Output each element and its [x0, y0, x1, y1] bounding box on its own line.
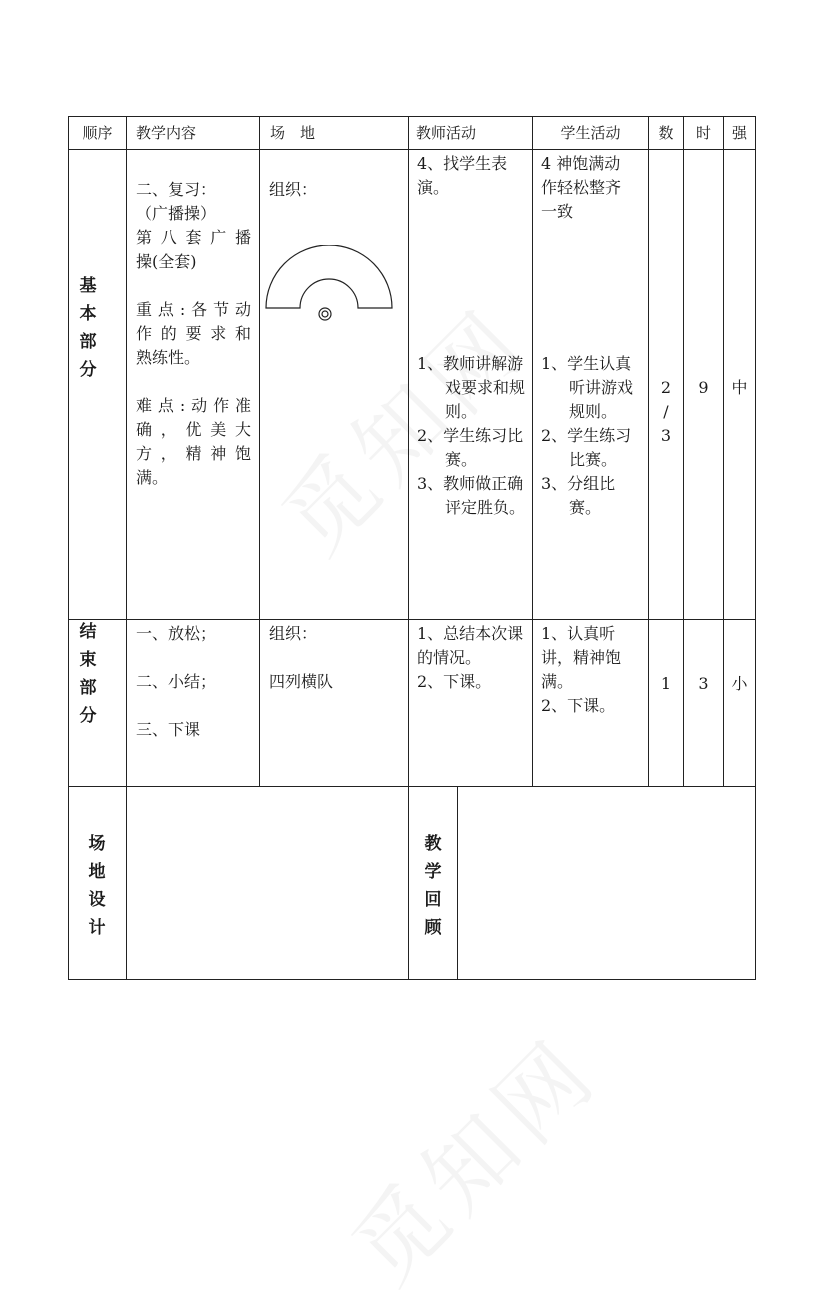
site-design-label: 场 地 设 计	[88, 834, 106, 938]
table-border	[755, 116, 756, 980]
basic-teacher-top: 4、找学生表 演。	[417, 154, 508, 197]
table-border	[408, 116, 409, 980]
header-count: 数	[658, 124, 674, 142]
header-site: 场 地	[270, 124, 316, 142]
table-border	[68, 979, 756, 980]
section-label-basic: 基 本 部 分	[79, 276, 97, 380]
basic-student-list: 1、学生认真听讲游戏规则。 2、学生练习比赛。 3、分组比赛。	[541, 354, 634, 517]
header-order: 顺序	[82, 124, 113, 142]
basic-site-label: 组织：	[269, 180, 318, 199]
basic-intensity: 中	[731, 378, 748, 397]
end-teacher-list: 1、总结本次课的情况。 2、下课。	[417, 624, 524, 691]
basic-count: 2 / 3	[660, 378, 672, 445]
basic-teacher-list: 1、教师讲解游戏要求和规则。 2、学生练习比赛。 3、教师做正确评定胜负。	[417, 354, 526, 517]
basic-time: 9	[698, 378, 709, 397]
table-border	[68, 149, 756, 150]
header-content: 教学内容	[136, 124, 197, 142]
basic-student-top: 4 神饱满动 作轻松整齐 一致	[541, 154, 622, 221]
end-count: 1	[660, 674, 672, 693]
section-label-end: 结 束 部 分	[79, 622, 97, 726]
header-intensity: 强	[731, 124, 747, 142]
end-content: 一、放松； 二、小结； 三、下课	[136, 624, 217, 739]
table-border	[68, 116, 69, 980]
basic-content: 二、复习： （广播操） 第八套广播 操(全套) 重点:各节动 作的要求和 熟练性。 难点:动作准 确，优美大 方，精神饱 满。	[136, 180, 251, 487]
end-student-list: 1、认真听讲，精神饱满。 2、下课。	[541, 624, 622, 715]
teaching-review-area[interactable]	[458, 787, 755, 979]
table-border	[532, 116, 533, 787]
header-time: 时	[695, 124, 711, 142]
fan-formation-diagram	[262, 245, 396, 325]
header-teacher: 教师活动	[416, 124, 477, 142]
table-border	[259, 116, 260, 787]
end-site: 组织： 四列横队	[269, 624, 334, 691]
table-border	[68, 619, 756, 620]
watermark	[318, 1003, 622, 1307]
teaching-review-label: 教 学 回 顾	[424, 834, 442, 938]
end-time: 3	[698, 674, 709, 693]
end-intensity: 小	[731, 674, 748, 693]
site-design-area[interactable]	[127, 787, 408, 979]
header-student: 学生活动	[560, 124, 621, 142]
